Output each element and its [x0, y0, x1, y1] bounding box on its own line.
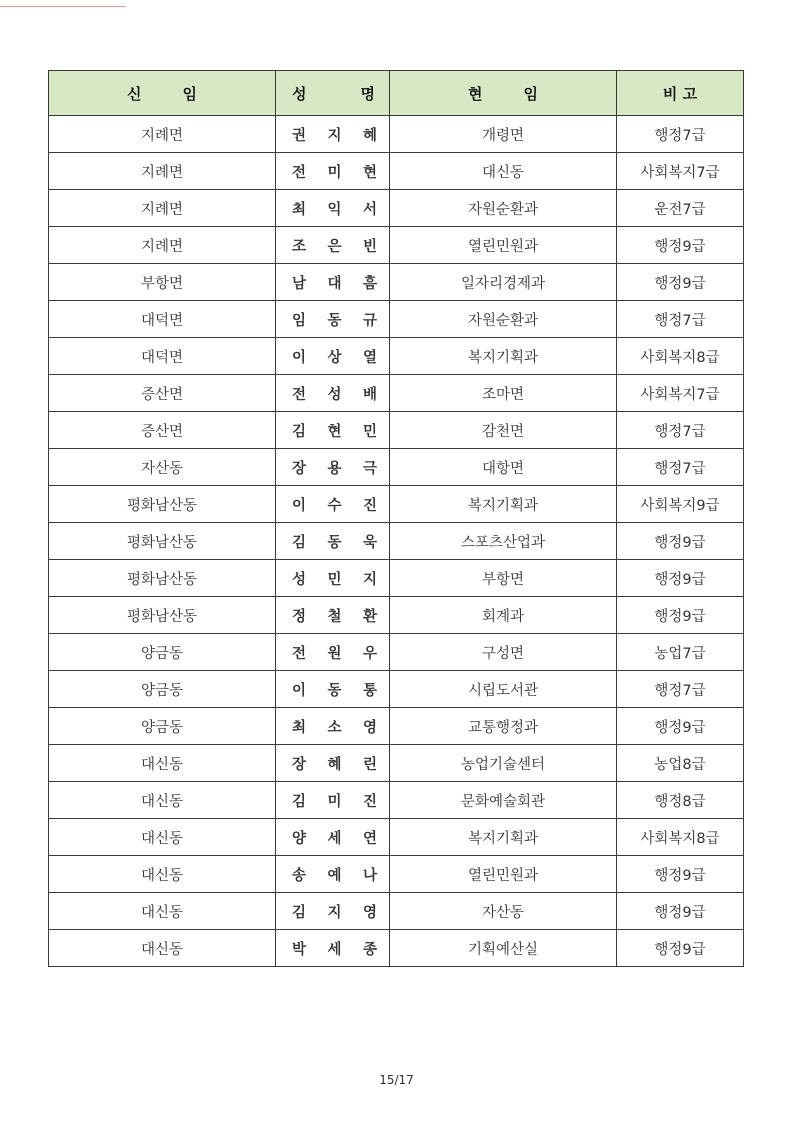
current-post-cell: 자원순환과	[390, 190, 617, 227]
name-cell	[276, 449, 390, 486]
name-cell	[276, 634, 390, 671]
current-post-cell: 복지기획과	[390, 819, 617, 856]
new-post-cell: 평화남산동	[49, 523, 276, 560]
name-cell	[276, 338, 390, 375]
name-char: 소	[327, 718, 342, 736]
name-char: 대	[327, 274, 342, 292]
header-remark: 비 고	[617, 71, 744, 116]
new-post-cell: 평화남산동	[49, 486, 276, 523]
name-char: 서	[362, 200, 377, 218]
name-char: 임	[292, 311, 307, 329]
new-post-cell: 양금동	[49, 634, 276, 671]
name-char: 욱	[362, 533, 377, 551]
new-post-cell: 평화남산동	[49, 560, 276, 597]
new-post-cell: 자산동	[49, 449, 276, 486]
name-char: 최	[292, 718, 307, 736]
name-char: 양	[292, 829, 307, 847]
name-char: 김	[292, 533, 307, 551]
new-post-cell: 증산면	[49, 375, 276, 412]
name-char: 장	[292, 459, 307, 477]
name-char: 빈	[362, 237, 377, 255]
current-post-cell: 부항면	[390, 560, 617, 597]
name-char: 장	[292, 755, 307, 773]
new-post-cell: 증산면	[49, 412, 276, 449]
name-char: 미	[327, 163, 342, 181]
remark-cell: 행정7급	[617, 301, 744, 338]
name-char: 남	[292, 274, 307, 292]
table-row	[49, 671, 744, 708]
current-post-cell: 기획예산실	[390, 930, 617, 967]
name-char: 김	[292, 792, 307, 810]
current-post-cell: 대신동	[390, 153, 617, 190]
name-cell	[276, 930, 390, 967]
name-char: 진	[362, 496, 377, 514]
table-row	[49, 486, 744, 523]
new-post-cell: 대신동	[49, 819, 276, 856]
current-post-cell: 복지기획과	[390, 486, 617, 523]
new-post-cell: 지례면	[49, 227, 276, 264]
name-char: 전	[292, 163, 307, 181]
table-row	[49, 819, 744, 856]
current-post-cell: 교통행정과	[390, 708, 617, 745]
table-row	[49, 227, 744, 264]
name-char: 영	[362, 903, 377, 921]
remark-cell: 운전7급	[617, 190, 744, 227]
name-char: 김	[292, 422, 307, 440]
personnel-table	[48, 70, 744, 967]
table-row	[49, 264, 744, 301]
name-char: 동	[327, 311, 342, 329]
new-post-cell: 지례면	[49, 153, 276, 190]
new-post-cell: 양금동	[49, 708, 276, 745]
new-post-cell: 대신동	[49, 782, 276, 819]
name-char: 열	[362, 348, 377, 366]
name-char: 민	[362, 422, 377, 440]
header-name-char: 성	[292, 84, 307, 103]
name-cell	[276, 264, 390, 301]
table-row	[49, 597, 744, 634]
name-cell	[276, 671, 390, 708]
table-row	[49, 153, 744, 190]
name-char: 지	[362, 570, 377, 588]
table-row	[49, 745, 744, 782]
remark-cell: 사회복지7급	[617, 375, 744, 412]
name-char: 박	[292, 940, 307, 958]
remark-cell: 행정9급	[617, 893, 744, 930]
remark-cell: 행정9급	[617, 227, 744, 264]
new-post-cell: 대신동	[49, 930, 276, 967]
new-post-cell: 대신동	[49, 893, 276, 930]
name-cell	[276, 523, 390, 560]
remark-cell: 행정8급	[617, 782, 744, 819]
remark-cell: 행정9급	[617, 930, 744, 967]
name-char: 상	[327, 348, 342, 366]
name-cell	[276, 597, 390, 634]
remark-cell: 행정7급	[617, 116, 744, 153]
header-name	[276, 71, 390, 116]
name-char: 이	[292, 496, 307, 514]
current-post-cell: 조마면	[390, 375, 617, 412]
page-number: 15/17	[379, 1073, 414, 1087]
name-char: 종	[362, 940, 377, 958]
name-cell	[276, 856, 390, 893]
name-char: 극	[362, 459, 377, 477]
name-cell	[276, 893, 390, 930]
name-char: 흠	[362, 274, 377, 292]
new-post-cell: 대신동	[49, 745, 276, 782]
name-cell	[276, 708, 390, 745]
name-char: 미	[327, 792, 342, 810]
remark-cell: 농업7급	[617, 634, 744, 671]
current-post-cell: 자원순환과	[390, 301, 617, 338]
new-post-cell: 대덕면	[49, 301, 276, 338]
name-char: 용	[327, 459, 342, 477]
name-char: 정	[292, 607, 307, 625]
name-char: 예	[327, 866, 342, 884]
name-char: 지	[327, 903, 342, 921]
header-new-post	[49, 71, 276, 116]
current-post-cell: 열린민원과	[390, 856, 617, 893]
name-char: 나	[362, 866, 377, 884]
table-row	[49, 930, 744, 967]
header-new-post-char: 임	[182, 84, 197, 103]
header-current-post	[390, 71, 617, 116]
name-char: 송	[292, 866, 307, 884]
new-post-cell: 대신동	[49, 856, 276, 893]
name-char: 조	[292, 237, 307, 255]
new-post-cell: 평화남산동	[49, 597, 276, 634]
table-row	[49, 116, 744, 153]
name-char: 연	[362, 829, 377, 847]
name-char: 이	[292, 348, 307, 366]
header-current-post-char: 임	[523, 84, 538, 103]
name-char: 환	[362, 607, 377, 625]
table-row	[49, 523, 744, 560]
name-cell	[276, 375, 390, 412]
current-post-cell: 자산동	[390, 893, 617, 930]
current-post-cell: 일자리경제과	[390, 264, 617, 301]
name-cell	[276, 782, 390, 819]
table-row	[49, 412, 744, 449]
name-char: 지	[327, 126, 342, 144]
table-row	[49, 301, 744, 338]
name-char: 최	[292, 200, 307, 218]
table-row	[49, 634, 744, 671]
new-post-cell: 부항면	[49, 264, 276, 301]
name-cell	[276, 301, 390, 338]
current-post-cell: 열린민원과	[390, 227, 617, 264]
name-cell	[276, 190, 390, 227]
name-cell	[276, 227, 390, 264]
current-post-cell: 문화예술회관	[390, 782, 617, 819]
name-char: 이	[292, 681, 307, 699]
new-post-cell: 양금동	[49, 671, 276, 708]
table-row	[49, 338, 744, 375]
table-row	[49, 782, 744, 819]
name-char: 전	[292, 644, 307, 662]
name-cell	[276, 560, 390, 597]
header-rule	[0, 6, 126, 7]
name-cell	[276, 745, 390, 782]
name-char: 영	[362, 718, 377, 736]
header-name-char: 명	[360, 84, 375, 103]
remark-cell: 행정7급	[617, 671, 744, 708]
name-char: 수	[327, 496, 342, 514]
current-post-cell: 농업기술센터	[390, 745, 617, 782]
remark-cell: 행정9급	[617, 264, 744, 301]
table-row	[49, 375, 744, 412]
name-char: 권	[292, 126, 307, 144]
remark-cell: 행정9급	[617, 597, 744, 634]
current-post-cell: 대항면	[390, 449, 617, 486]
current-post-cell: 회계과	[390, 597, 617, 634]
name-char: 현	[327, 422, 342, 440]
name-char: 배	[362, 385, 377, 403]
remark-cell: 사회복지7급	[617, 153, 744, 190]
table-row	[49, 449, 744, 486]
name-char: 동	[327, 681, 342, 699]
remark-cell: 사회복지8급	[617, 819, 744, 856]
remark-cell: 행정7급	[617, 449, 744, 486]
name-cell	[276, 412, 390, 449]
header-new-post-char: 신	[127, 84, 142, 103]
name-char: 세	[327, 940, 342, 958]
name-char: 린	[362, 755, 377, 773]
remark-cell: 행정9급	[617, 708, 744, 745]
current-post-cell: 복지기획과	[390, 338, 617, 375]
table-header-row	[49, 71, 744, 116]
name-char: 혜	[362, 126, 377, 144]
name-char: 은	[327, 237, 342, 255]
current-post-cell: 시립도서관	[390, 671, 617, 708]
name-char: 민	[327, 570, 342, 588]
name-char: 통	[362, 681, 377, 699]
name-cell	[276, 486, 390, 523]
new-post-cell: 대덕면	[49, 338, 276, 375]
remark-cell: 행정9급	[617, 523, 744, 560]
name-char: 철	[327, 607, 342, 625]
current-post-cell: 스포츠산업과	[390, 523, 617, 560]
table-row	[49, 893, 744, 930]
name-char: 성	[292, 570, 307, 588]
remark-cell: 행정9급	[617, 856, 744, 893]
current-post-cell: 감천면	[390, 412, 617, 449]
name-cell	[276, 153, 390, 190]
remark-cell: 사회복지8급	[617, 338, 744, 375]
new-post-cell: 지례면	[49, 116, 276, 153]
name-char: 규	[362, 311, 377, 329]
name-char: 김	[292, 903, 307, 921]
name-char: 세	[327, 829, 342, 847]
remark-cell: 행정7급	[617, 412, 744, 449]
remark-cell: 농업8급	[617, 745, 744, 782]
remark-cell: 행정9급	[617, 560, 744, 597]
name-char: 우	[362, 644, 377, 662]
name-char: 현	[362, 163, 377, 181]
name-char: 원	[327, 644, 342, 662]
name-cell	[276, 819, 390, 856]
name-char: 동	[327, 533, 342, 551]
name-char: 혜	[327, 755, 342, 773]
new-post-cell: 지례면	[49, 190, 276, 227]
table-body	[49, 116, 744, 967]
current-post-cell: 구성면	[390, 634, 617, 671]
name-char: 성	[327, 385, 342, 403]
remark-cell: 사회복지9급	[617, 486, 744, 523]
table-row	[49, 708, 744, 745]
header-current-post-char: 현	[468, 84, 483, 103]
table-row	[49, 190, 744, 227]
current-post-cell: 개령면	[390, 116, 617, 153]
table-row	[49, 560, 744, 597]
name-cell	[276, 116, 390, 153]
name-char: 익	[327, 200, 342, 218]
name-char: 전	[292, 385, 307, 403]
name-char: 진	[362, 792, 377, 810]
table-row	[49, 856, 744, 893]
